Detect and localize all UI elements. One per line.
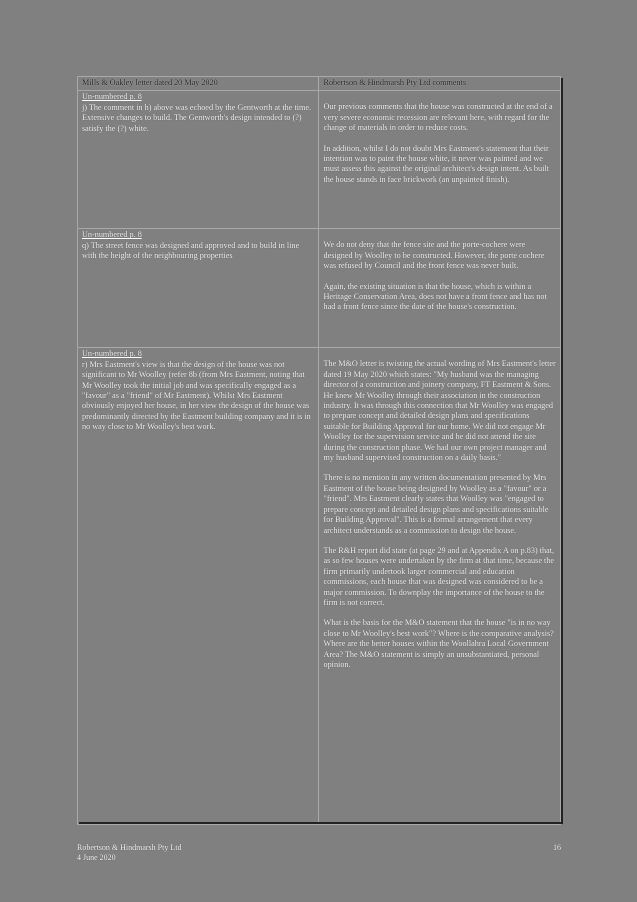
row-2-right-cell [319, 229, 561, 348]
mills-oakley-point: q) The street fence was designed and approved and to build in line with the height of the neighbouring properties [82, 240, 300, 261]
mills-oakley-point: r) Mrs Eastment's view is that the design of the house was not significant to Mr Woolley (refer 8b (from Mrs Eastment, noting that Mr Woolley took the initial job and was specifically engaged as a "favour" as a "friend" of Mr Eastment). Whilst Mrs Eastment obviously enjoyed her house, in her view the design of the house was predominantly directed by the Eastment building company and it is in no way close to Mr Woolley's best work. [82, 359, 311, 432]
row-label: Un-numbered p. 8 [82, 92, 142, 102]
mills-oakley-point: j) The comment in h) above was echoed by the Gentworth at the time. Extensive changes to build. The Gentworth's design intended to (?) satisfy the (?) white. [82, 102, 312, 133]
row-3-right-cell [319, 348, 561, 825]
row-label: Un-numbered p. 8 [82, 230, 142, 240]
table-shadow-right [561, 78, 563, 824]
comment-paragraph: Again, the existing situation is that the house, which is within a Heritage Conservation Area, does not have a front fence and has not had a front fence since the date of the house's construction. [323, 281, 547, 312]
row-2-left-cell [78, 229, 319, 348]
table-header-row [78, 77, 561, 91]
header-rh-comments: Robertson & Hindmarsh Pty Ltd comments [319, 77, 561, 91]
table-row [78, 91, 561, 229]
comments-table [77, 76, 561, 825]
header-mills-oakley: Mills & Oakley letter dated 20 May 2020 [78, 77, 319, 91]
table-row [78, 229, 561, 348]
table-row [78, 348, 561, 825]
comment-paragraph: The M&O letter is twisting the actual wording of Mrs Eastment's letter dated 19 May 2020 which states: "My husband was the managing director of a construction and joinery company, FT Eastment & Sons. He knew Mr Woolley through their association in the construction industry. It was through this connection that Mr Woolley was engaged to prepare concept and detailed design plans and specifications suitable for Building Approval for our home. We did not engage Mr Woolley for the supervision service and he did not attend the site during the construction phase. We had our own project manager and my husband supervised construction on a daily basis." [323, 359, 556, 463]
row-label: Un-numbered p. 8 [82, 349, 142, 359]
page-number: 16 [553, 843, 561, 852]
row-3-left-cell [78, 348, 319, 825]
comment-paragraph: In addition, whilst I do not doubt Mrs Eastment's statement that their intention was to paint the house white, it never was painted and we must assess this against the original architect's design intent. As built the house stands in face brickwork (an unpainted finish). [323, 143, 549, 184]
comment-paragraph: What is the basis for the M&O statement that the house "is in no way close to Mr Woolley's best work"? Where is the comparative analysis? Where are the better houses within the Woollahra Local Government Area? The M&O statement is simply an unsubstantiated, personal opinion. [323, 618, 554, 669]
table-shadow-bottom [79, 822, 563, 824]
page-footer [77, 843, 181, 862]
row-1-right-cell [319, 91, 561, 229]
comment-paragraph: We do not deny that the fence site and the porte-cochere were designed by Woolley to be constructed. However, the porte cochere was refused by Council and the front fence was never built. [323, 240, 545, 271]
comment-paragraph: Our previous comments that the house was constructed at the end of a very severe economic recession are relevant here, with regard for the change of materials in order to reduce costs. [323, 102, 553, 133]
footer-company: Robertson & Hindmarsh Pty Ltd [77, 843, 182, 852]
comment-paragraph: The R&H report did state (at page 29 and at Appendix A on p.83) that, as so few houses were undertaken by the firm at that time, because the firm primarily undertook larger commercial and education commissions, each house that was designed was considered to be a major commission. To downplay the importance of the house to the firm is not correct. [323, 545, 555, 607]
row-1-left-cell [78, 91, 319, 229]
comment-paragraph: There is no mention in any written documentation presented by Mrs Eastment of the house being designed by Woolley as a "favour" or a "friend". Mrs Eastment clearly states that Woolley was "engaged to prepare concept and detailed design plans and specifications suitable for Building Approval". This is a formal arrangement that every architect understands as a commission to design the house. [323, 473, 549, 535]
footer-date: 4 June 2020 [77, 852, 116, 862]
